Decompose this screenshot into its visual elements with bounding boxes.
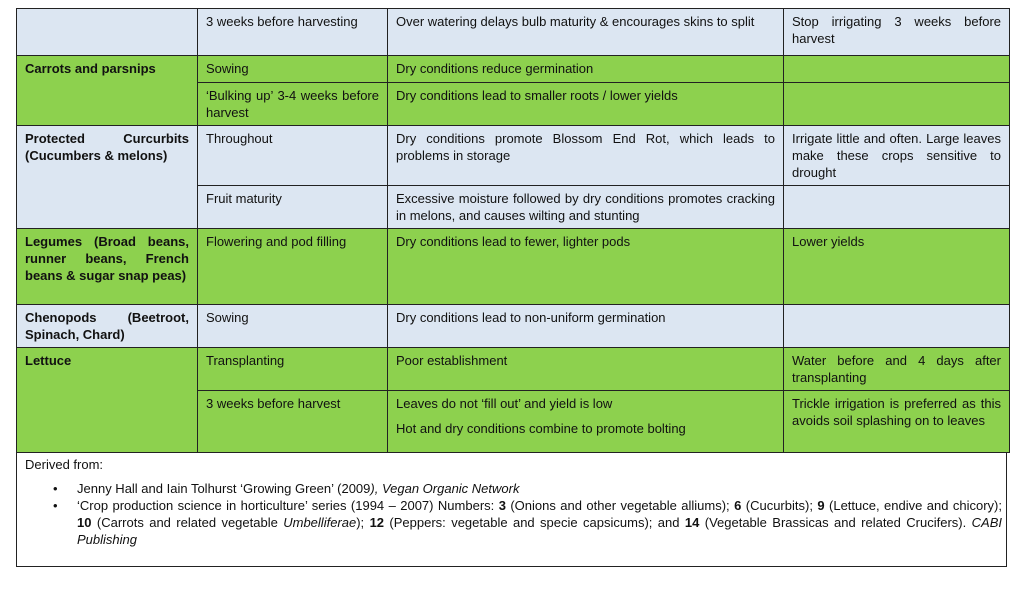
- note-cell: [784, 56, 1010, 83]
- source-text: (Vegetable Brassicas and related Crucifers).: [699, 515, 972, 530]
- sources-footer: [16, 453, 1007, 567]
- series-number: 3: [498, 498, 506, 513]
- irrigation-table-page: [16, 8, 1009, 567]
- stage-cell: ‘Bulking up’ 3-4 weeks before harvest: [198, 83, 388, 126]
- effect-cell: Dry conditions reduce germination: [388, 56, 784, 83]
- effect-line: Hot and dry conditions combine to promote bolting: [396, 421, 686, 436]
- irrigation-table: [16, 8, 1010, 453]
- effect-cell: Over watering delays bulb maturity & encourages skins to split: [388, 9, 784, 56]
- effect-cell: Dry conditions lead to non-uniform germination: [388, 305, 784, 348]
- crop-cell: Protected Curcurbits (Cucumbers & melons): [17, 126, 198, 229]
- source-text: (Peppers: vegetable and specie capsicums); and: [384, 515, 685, 530]
- source-text: (Onions and other vegetable alliums);: [505, 498, 735, 513]
- stage-cell: 3 weeks before harvesting: [198, 9, 388, 56]
- source-publisher: ), Vegan Organic Network: [370, 481, 520, 496]
- note-cell: [784, 305, 1010, 348]
- stage-cell: Fruit maturity: [198, 186, 388, 229]
- note-cell: Stop irrigating 3 weeks before harvest: [784, 9, 1010, 56]
- series-number: 10: [77, 515, 92, 530]
- series-number: 12: [369, 515, 385, 530]
- table-row-cucurbits-1: [17, 126, 1010, 186]
- source-publisher: CABI Publishing: [77, 515, 1002, 547]
- source-item: [77, 480, 1002, 497]
- crop-cell: Legumes (Broad beans, runner beans, French beans & sugar snap peas): [17, 229, 198, 305]
- source-text: (Lettuce, endive and chicory);: [824, 498, 1002, 513]
- note-cell: Lower yields: [784, 229, 1010, 305]
- table-row-onions: [17, 9, 1010, 56]
- sources-lead: Derived from:: [25, 457, 104, 472]
- stage-cell: Throughout: [198, 126, 388, 186]
- stage-cell: Flowering and pod filling: [198, 229, 388, 305]
- effect-cell: Dry conditions lead to smaller roots / lower yields: [388, 83, 784, 126]
- series-number: 14: [684, 515, 700, 530]
- crop-cell: Lettuce: [17, 348, 198, 453]
- stage-cell: Transplanting: [198, 348, 388, 391]
- stage-cell: Sowing: [198, 56, 388, 83]
- crop-cell: [17, 9, 198, 56]
- effect-cell: [388, 391, 784, 453]
- table-row-lettuce-1: [17, 348, 1010, 391]
- series-number: 6: [734, 498, 742, 513]
- effect-cell: Dry conditions lead to fewer, lighter pods: [388, 229, 784, 305]
- table-row-chenopods: [17, 305, 1010, 348]
- source-text: (Cucurbits);: [741, 498, 818, 513]
- source-item: [77, 497, 1002, 548]
- source-text: ‘Crop production science in horticulture’ series (1994 – 2007) Numbers:: [77, 498, 499, 513]
- note-cell: Trickle irrigation is preferred as this avoids soil splashing on to leaves: [784, 391, 1010, 453]
- sources-list: [17, 480, 1002, 548]
- source-text: Jenny Hall and Iain Tolhurst ‘Growing Green’ (2009: [77, 481, 371, 496]
- note-cell: Irrigate little and often. Large leaves make these crops sensitive to drought: [784, 126, 1010, 186]
- effect-cell: Excessive moisture followed by dry conditions promotes cracking in melons, and causes wilting and stunting: [388, 186, 784, 229]
- crop-cell: Chenopods (Beetroot, Spinach, Chard): [17, 305, 198, 348]
- note-cell: [784, 83, 1010, 126]
- source-italic: Umbelliferae: [283, 515, 357, 530]
- note-cell: [784, 186, 1010, 229]
- source-text: );: [356, 515, 370, 530]
- effect-cell: Poor establishment: [388, 348, 784, 391]
- stage-cell: 3 weeks before harvest: [198, 391, 388, 453]
- series-number: 9: [817, 498, 825, 513]
- effect-cell: Dry conditions promote Blossom End Rot, which leads to problems in storage: [388, 126, 784, 186]
- table-row-legumes: [17, 229, 1010, 305]
- crop-cell: Carrots and parsnips: [17, 56, 198, 126]
- effect-line: Leaves do not ‘fill out’ and yield is low: [396, 396, 613, 411]
- stage-cell: Sowing: [198, 305, 388, 348]
- source-text: (Carrots and related vegetable: [91, 515, 284, 530]
- note-cell: Water before and 4 days after transplanting: [784, 348, 1010, 391]
- table-row-carrots-1: [17, 56, 1010, 83]
